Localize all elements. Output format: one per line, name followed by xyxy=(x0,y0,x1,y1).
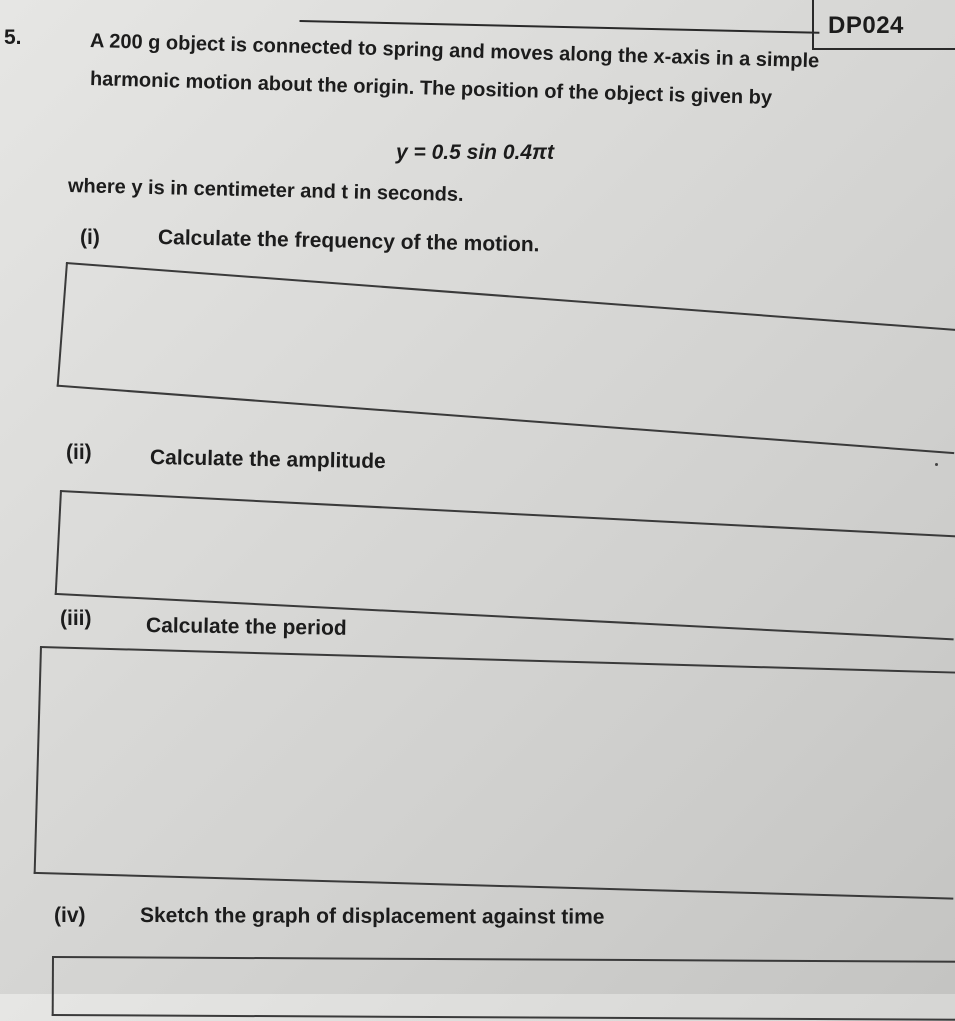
header-rule xyxy=(300,0,820,34)
subquestion-text-iii: Calculate the period xyxy=(145,614,347,640)
subquestion-text-ii: Calculate the amplitude xyxy=(149,446,386,474)
course-code: DP024 xyxy=(828,12,904,39)
answer-box-i[interactable] xyxy=(57,262,955,454)
answer-box-iv[interactable] xyxy=(52,956,955,1021)
question-text-line-3: where y is in centimeter and t in seconds. xyxy=(67,175,464,206)
subquestion-label-i: (i) xyxy=(80,226,100,249)
position-equation: y = 0.5 sin 0.4πt xyxy=(396,141,554,164)
question-text-line-1: A 200 g object is connected to spring and moves along the x-axis in a simple xyxy=(89,30,820,73)
subquestion-label-iv: (iv) xyxy=(54,904,86,927)
subquestion-label-iii: (iii) xyxy=(60,607,92,630)
question-text-line-2: harmonic motion about the origin. The position of the object is given by xyxy=(89,68,773,110)
answer-box-iii[interactable] xyxy=(34,646,955,900)
speck xyxy=(935,463,938,466)
subquestion-text-i: Calculate the frequency of the motion. xyxy=(157,226,540,257)
question-number: 5. xyxy=(4,26,22,49)
subquestion-text-iv: Sketch the graph of displacement against time xyxy=(139,904,605,929)
subquestion-label-ii: (ii) xyxy=(66,441,92,464)
